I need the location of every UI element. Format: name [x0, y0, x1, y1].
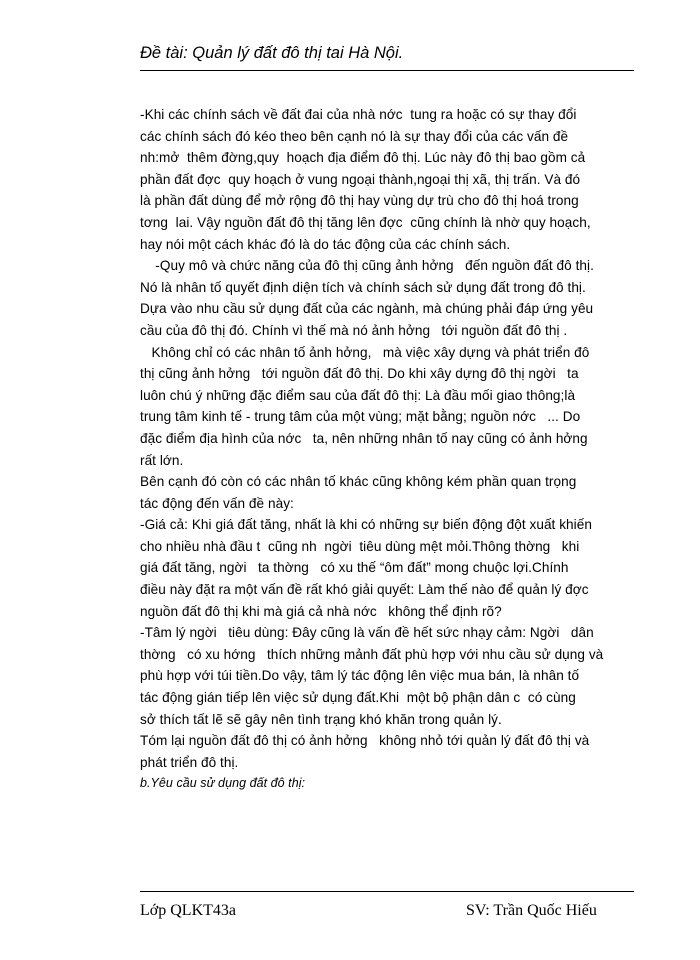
body-line: thờng có xu hớng thích những mảnh đất phù hợp với nhu cầu sử dụng và: [140, 646, 604, 662]
body-line: các chính sách đó kéo theo bên cạnh nó là sự thay đổi của các vấn đề: [140, 128, 569, 144]
body-line: tác động đến vấn đề này:: [140, 495, 294, 511]
page-header-title: Đề tài: Quản lý đất đô thị tai Hà Nội.: [140, 44, 404, 62]
body-line: hay nói một cách khác đó là do tác động của các chính sách.: [140, 236, 511, 252]
body-line: nguồn đất đô thị khi mà giá cả nhà nớc không thể định rõ?: [140, 603, 502, 619]
body-line: phần đất đợc quy hoạch ở vung ngoại thành,ngoại thị xã, thị trấn. Và đó: [140, 171, 581, 187]
body-text: [140, 104, 634, 795]
body-line: -Giá cả: Khi giá đất tăng, nhất là khi có những sự biến động đột xuất khiến: [140, 517, 592, 533]
body-line: giá đất tăng, ngời ta thờng có xu thế “ôm đất” mong chuộc lợi.Chính: [140, 560, 569, 576]
body-line: cầu của đô thị đó. Chính vì thế mà nó ảnh hởng tới nguồn đất đô thị .: [140, 322, 568, 338]
body-line: -Khi các chính sách về đất đai của nhà nớc tung ra hoặc có sự thay đổi: [140, 107, 577, 122]
body-line: điều này đặt ra một vấn đề rất khó giải quyết: Làm thế nào để quản lý đợc: [140, 582, 589, 598]
body-line: Tóm lại nguồn đất đô thị có ảnh hởng không nhỏ tới quản lý đất đô thị và: [140, 733, 590, 749]
body-line: -Tâm lý ngời tiêu dùng: Đây cũng là vấn đề hết sức nhạy cảm: Ngời dân: [140, 625, 594, 641]
body-line: nh:mở thêm đờng,quy hoạch địa điểm đô thị. Lúc này đô thị bao gồm cả: [140, 150, 586, 166]
body-line: -Quy mô và chức năng của đô thị cũng ảnh hởng đến nguồn đất đô thị.: [140, 258, 594, 274]
body-line: cho nhiều nhà đầu t cũng nh ngời tiêu dùng mệt mỏi.Thông thờng khi: [140, 538, 580, 554]
body-line: là phần đất dùng để mở rộng đô thị hay vùng dự trù cho đô thị hoá trong: [140, 193, 579, 209]
header-rule: [140, 70, 634, 71]
body-line: đặc điểm địa hình của nớc ta, nên những nhân tố nay cũng có ảnh hởng: [140, 430, 588, 446]
body-line: tơng lai. Vậy nguồn đất đô thị tăng lên đợc cũng chính là nhờ quy hoạch,: [140, 214, 591, 230]
body-line: sở thích tất lẽ sẽ gây nên tình trạng khó khăn trong quản lý.: [140, 711, 502, 727]
body-line: Dựa vào nhu cầu sử dụng đất của các ngành, mà chúng phải đáp ứng yêu: [140, 301, 594, 317]
body-line: Bên cạnh đó còn có các nhân tố khác cũng không kém phần quan trọng: [140, 474, 577, 490]
footer-student-label: SV: Trần Quốc Hiếu: [466, 902, 597, 919]
body-line: Nó là nhân tố quyết định diện tích và chính sách sử dụng đất trong đô thị.: [140, 279, 586, 295]
body-line: phù hợp với túi tiền.Do vậy, tâm lý tác động lên việc mua bán, là nhân tố: [140, 668, 580, 684]
section-subheading: b.Yêu cầu sử dụng đất đô thị:: [140, 776, 306, 791]
body-line: thị cũng ảnh hởng tới nguồn đất đô thị. Do khi xây dựng đô thị ngời ta: [140, 366, 579, 382]
body-line: tác động gián tiếp lên việc sử dụng đất.Khi một bộ phận dân c có cùng: [140, 690, 576, 706]
body-line: trung tâm kinh tế - trung tâm của một vùng; mặt bằng; nguồn nớc ... Do: [140, 409, 581, 425]
body-line: Không chỉ có các nhân tố ảnh hởng, mà việc xây dựng và phát triển đô: [140, 344, 590, 360]
body-line: phát triển đô thị.: [140, 754, 239, 770]
body-line: rất lớn.: [140, 452, 184, 468]
footer-rule: [140, 891, 634, 892]
footer-class-label: Lớp QLKT43a: [140, 902, 236, 919]
body-line: luôn chú ý những đặc điểm sau của đất đô thị: Là đầu mối giao thông;là: [140, 387, 576, 403]
